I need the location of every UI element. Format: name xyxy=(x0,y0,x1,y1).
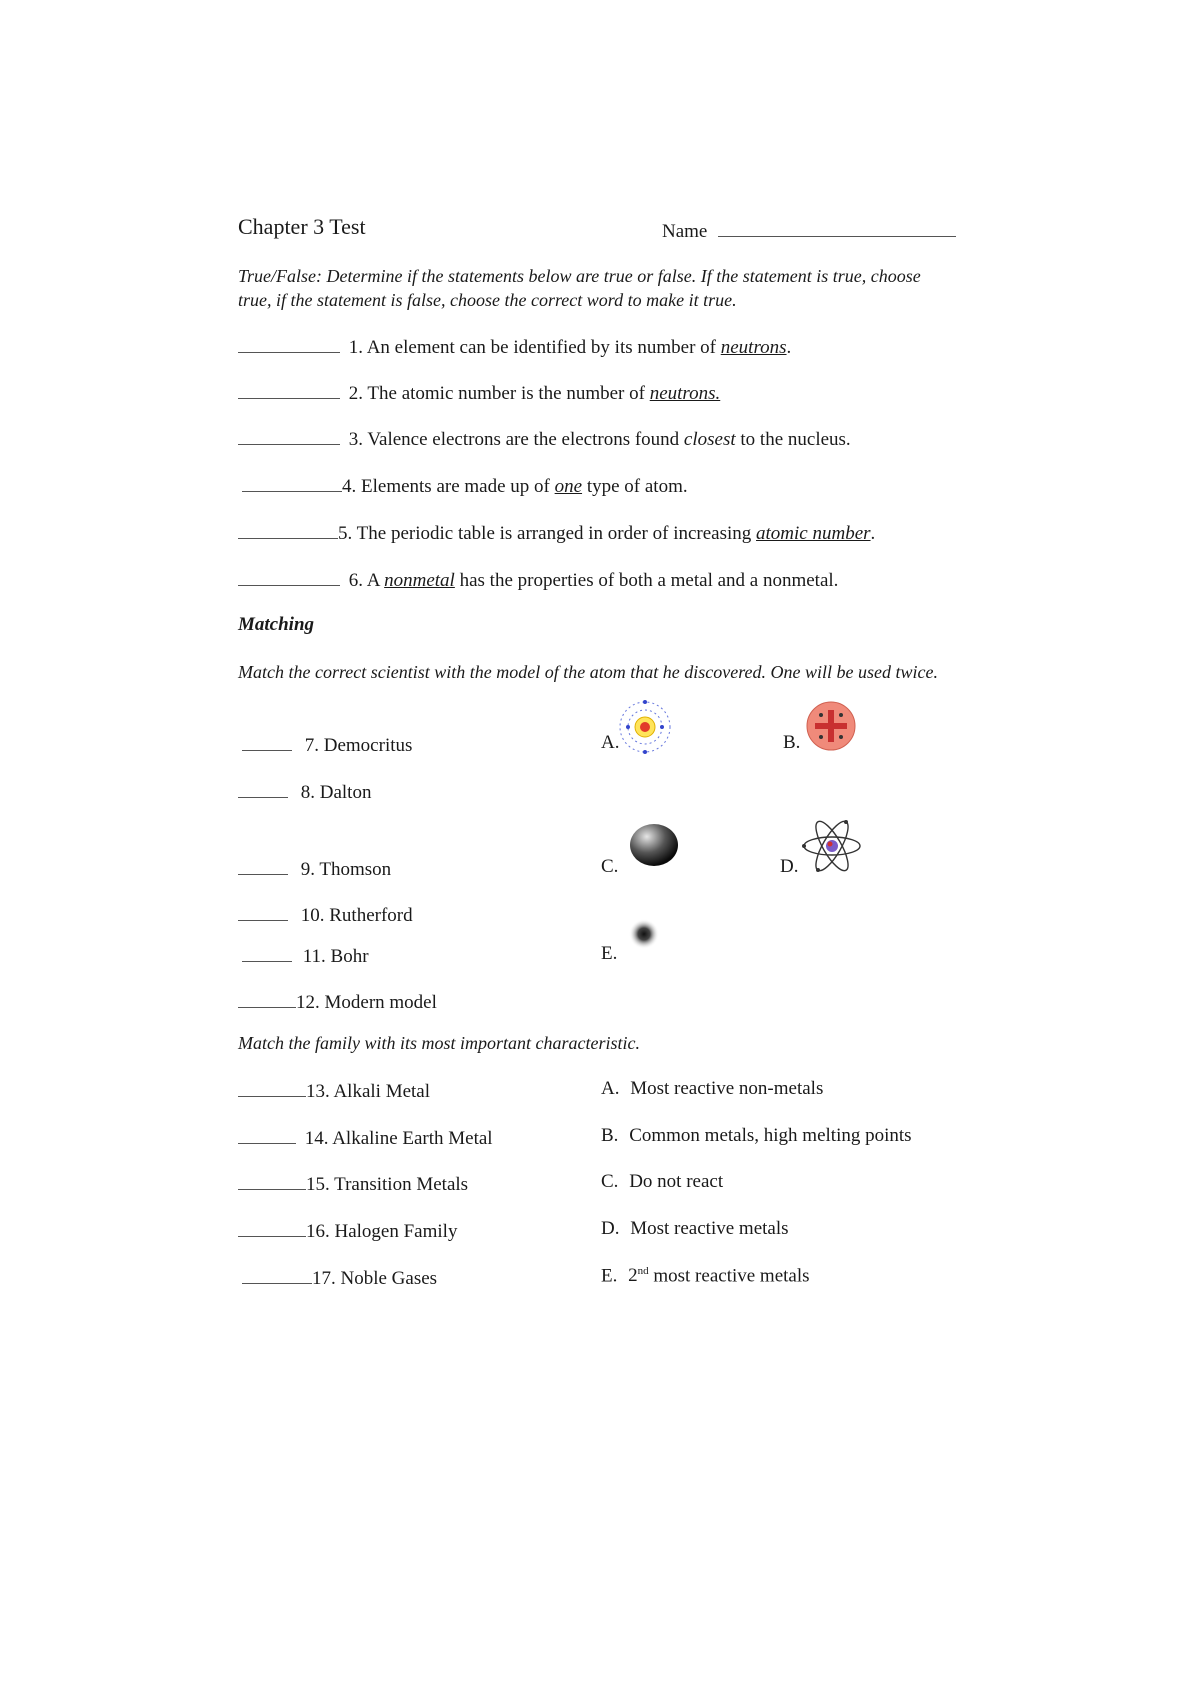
family-item: 14. Alkaline Earth Metal xyxy=(238,1125,493,1150)
true-false-instructions: True/False: Determine if the statements below are true or false. If the statement is true, choose true, if the statement is false, choose the correct word to make it true. xyxy=(238,266,921,310)
tf-item: 5. The periodic table is arranged in order of increasing atomic number. xyxy=(238,520,875,545)
matching-heading: Matching xyxy=(238,614,315,635)
matching-instructions: Match the correct scientist with the model of the atom that he discovered. One will be used twice. xyxy=(238,662,939,682)
electron-cloud-icon xyxy=(628,918,660,950)
family-item: 13. Alkali Metal xyxy=(238,1078,430,1103)
answer-blank[interactable] xyxy=(238,1078,306,1097)
tf-item: 4. Elements are made up of one type of atom. xyxy=(242,473,688,498)
model-d-label: D. xyxy=(780,856,799,877)
model-b-label: B. xyxy=(783,732,801,753)
plum-pudding-icon xyxy=(805,700,857,752)
characteristic-item: A. Most reactive non-metals xyxy=(601,1078,824,1099)
answer-blank[interactable] xyxy=(238,856,288,875)
answer-blank[interactable] xyxy=(238,426,340,445)
bohr-atom-icon xyxy=(618,700,672,754)
name-label: Name xyxy=(662,218,956,243)
model-e-label: E. xyxy=(601,943,618,964)
answer-blank[interactable] xyxy=(238,989,296,1008)
answer-blank[interactable] xyxy=(242,1265,312,1284)
answer-blank[interactable] xyxy=(238,1218,306,1237)
tf-item: 3. Valence electrons are the electrons found closest to the nucleus. xyxy=(238,426,851,451)
families-instructions: Match the family with its most important characteristic. xyxy=(238,1033,640,1053)
answer-blank[interactable] xyxy=(242,732,292,751)
model-c-label: C. xyxy=(601,856,619,877)
answer-blank[interactable] xyxy=(242,473,342,492)
characteristic-item: E. 2nd most reactive metals xyxy=(601,1265,810,1287)
page-title: Chapter 3 Test xyxy=(238,214,366,239)
answer-blank[interactable] xyxy=(238,567,340,586)
family-item: 15. Transition Metals xyxy=(238,1171,468,1196)
family-item: 17. Noble Gases xyxy=(242,1265,437,1290)
scientist-item: 7. Democritus xyxy=(242,732,412,757)
characteristic-item: D. Most reactive metals xyxy=(601,1218,789,1239)
answer-blank[interactable] xyxy=(238,380,340,399)
tf-item: 1. An element can be identified by its number of neutrons. xyxy=(238,334,791,359)
scientist-item: 12. Modern model xyxy=(238,989,437,1014)
characteristic-item: C. Do not react xyxy=(601,1171,724,1192)
answer-blank[interactable] xyxy=(238,779,288,798)
answer-blank[interactable] xyxy=(238,1125,296,1144)
characteristic-item: B. Common metals, high melting points xyxy=(601,1125,912,1146)
answer-blank[interactable] xyxy=(238,902,288,921)
tf-item: 6. A nonmetal has the properties of both a metal and a nonmetal. xyxy=(238,567,838,592)
tf-item: 2. The atomic number is the number of neutrons. xyxy=(238,380,720,405)
family-item: 16. Halogen Family xyxy=(238,1218,457,1243)
scientist-item: 9. Thomson xyxy=(238,856,391,881)
model-a-label: A. xyxy=(601,732,620,753)
rutherford-atom-icon xyxy=(800,818,864,874)
scientist-item: 8. Dalton xyxy=(238,779,371,804)
answer-blank[interactable] xyxy=(238,1171,306,1190)
solid-sphere-icon xyxy=(628,822,680,868)
scientist-item: 11. Bohr xyxy=(242,943,369,968)
scientist-item: 10. Rutherford xyxy=(238,902,413,927)
answer-blank[interactable] xyxy=(242,943,292,962)
answer-blank[interactable] xyxy=(238,334,340,353)
name-field[interactable] xyxy=(718,218,956,237)
answer-blank[interactable] xyxy=(238,520,338,539)
